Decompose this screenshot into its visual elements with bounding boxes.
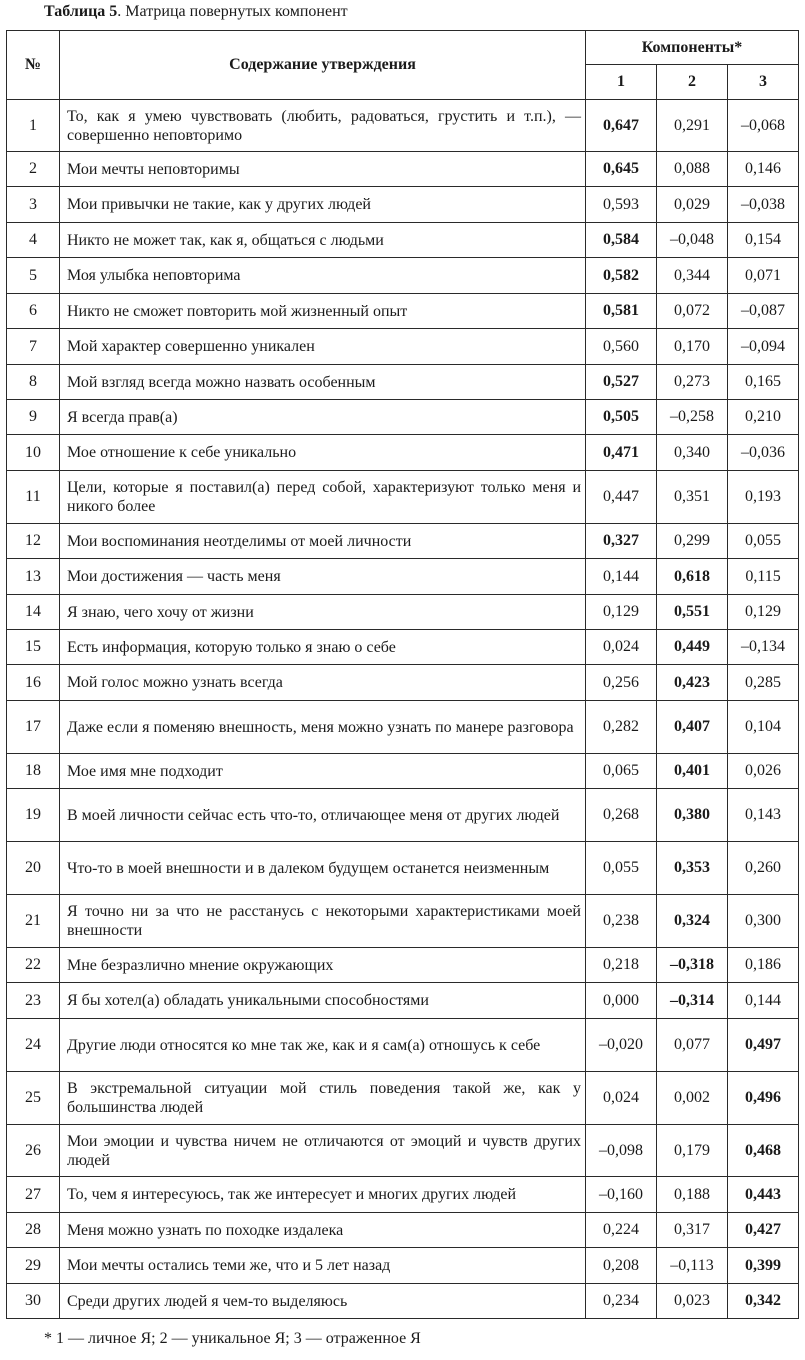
loading-value-component-2: 0,407 (657, 701, 728, 754)
loading-value-component-3: –0,038 (728, 187, 799, 223)
table-row (7, 895, 799, 948)
loading-value-component-3: 0,468 (728, 1125, 799, 1177)
loading-value-component-2: 0,077 (657, 1019, 728, 1072)
statement-text: Что-то в моей внешности и в далеком будущем останется неизменным (60, 842, 586, 895)
table-row (7, 329, 799, 365)
table-row (7, 1248, 799, 1284)
column-header-statement: Содержание утверждения (60, 31, 586, 100)
table-caption (44, 1, 348, 23)
statement-text: Мое отношение к себе уникально (60, 435, 586, 471)
loading-value-component-3: 0,154 (728, 223, 799, 258)
statement-text: Мой характер совершенно уникален (60, 329, 586, 365)
statement-text: Мое имя мне подходит (60, 754, 586, 789)
caption-label: Таблица 5 (44, 3, 118, 20)
row-number: 21 (7, 895, 60, 948)
loading-value-component-1: 0,024 (586, 1072, 657, 1125)
loading-value-component-3: 0,300 (728, 895, 799, 948)
loading-value-component-2: –0,258 (657, 400, 728, 435)
caption-text: . Матрица повернутых компонент (117, 3, 348, 20)
loading-value-component-3: 0,055 (728, 524, 799, 559)
row-number: 18 (7, 754, 60, 789)
statement-text: Цели, которые я поставил(а) перед собой, характеризуют только меня и никого более (60, 471, 586, 524)
statement-text: Мои мечты неповторимы (60, 152, 586, 187)
loading-value-component-2: 0,002 (657, 1072, 728, 1125)
row-number: 12 (7, 524, 60, 559)
table-body (7, 100, 799, 1319)
table-row (7, 1125, 799, 1177)
statement-text: Другие люди относятся ко мне так же, как и я сам(а) отношусь к себе (60, 1019, 586, 1072)
loading-value-component-3: –0,134 (728, 630, 799, 665)
loading-value-component-2: 0,351 (657, 471, 728, 524)
loading-value-component-2: 0,179 (657, 1125, 728, 1177)
table-row (7, 1177, 799, 1213)
loading-value-component-2: –0,314 (657, 983, 728, 1019)
table-row (7, 435, 799, 471)
loading-value-component-2: 0,273 (657, 365, 728, 400)
statement-text: В моей личности сейчас есть что-то, отличающее меня от других людей (60, 789, 586, 842)
table-row (7, 701, 799, 754)
table-row (7, 1284, 799, 1319)
loading-value-component-1: 0,560 (586, 329, 657, 365)
loading-value-component-2: 0,088 (657, 152, 728, 187)
loading-value-component-3: 0,129 (728, 595, 799, 630)
column-header-components: Компоненты* (586, 31, 799, 65)
row-number: 22 (7, 948, 60, 983)
loading-value-component-1: 0,256 (586, 665, 657, 701)
table-row (7, 842, 799, 895)
loading-value-component-3: 0,026 (728, 754, 799, 789)
table-row (7, 665, 799, 701)
column-header-number: № (7, 31, 60, 100)
column-header-component-2: 2 (657, 65, 728, 100)
row-number: 25 (7, 1072, 60, 1125)
row-number: 14 (7, 595, 60, 630)
statement-text: Мои воспоминания неотделимы от моей личности (60, 524, 586, 559)
loading-value-component-2: 0,029 (657, 187, 728, 223)
column-header-component-1: 1 (586, 65, 657, 100)
table-row (7, 948, 799, 983)
loading-value-component-3: –0,094 (728, 329, 799, 365)
column-header-component-3: 3 (728, 65, 799, 100)
row-number: 4 (7, 223, 60, 258)
table-row (7, 400, 799, 435)
table-row (7, 471, 799, 524)
row-number: 9 (7, 400, 60, 435)
table-row (7, 559, 799, 595)
loading-value-component-3: –0,036 (728, 435, 799, 471)
loading-value-component-1: 0,647 (586, 100, 657, 152)
table-row (7, 789, 799, 842)
row-number: 8 (7, 365, 60, 400)
row-number: 24 (7, 1019, 60, 1072)
rotated-components-matrix-table (6, 30, 799, 1319)
table-row (7, 595, 799, 630)
statement-text: Я бы хотел(а) обладать уникальными способностями (60, 983, 586, 1019)
loading-value-component-1: 0,234 (586, 1284, 657, 1319)
statement-text: Мои мечты остались теми же, что и 5 лет назад (60, 1248, 586, 1284)
table-row (7, 524, 799, 559)
loading-value-component-2: 0,299 (657, 524, 728, 559)
loading-value-component-3: 0,342 (728, 1284, 799, 1319)
loading-value-component-2: –0,318 (657, 948, 728, 983)
row-number: 17 (7, 701, 60, 754)
loading-value-component-3: 0,497 (728, 1019, 799, 1072)
statement-text: Мои достижения — часть меня (60, 559, 586, 595)
loading-value-component-2: 0,449 (657, 630, 728, 665)
statement-text: Мой голос можно узнать всегда (60, 665, 586, 701)
loading-value-component-3: 0,186 (728, 948, 799, 983)
loading-value-component-3: –0,068 (728, 100, 799, 152)
loading-value-component-2: 0,291 (657, 100, 728, 152)
table-row (7, 187, 799, 223)
loading-value-component-2: 0,340 (657, 435, 728, 471)
row-number: 30 (7, 1284, 60, 1319)
loading-value-component-3: 0,071 (728, 258, 799, 294)
row-number: 7 (7, 329, 60, 365)
row-number: 26 (7, 1125, 60, 1177)
loading-value-component-1: 0,471 (586, 435, 657, 471)
loading-value-component-2: 0,188 (657, 1177, 728, 1213)
row-number: 15 (7, 630, 60, 665)
loading-value-component-1: 0,055 (586, 842, 657, 895)
row-number: 28 (7, 1213, 60, 1248)
loading-value-component-1: 0,527 (586, 365, 657, 400)
statement-text: В экстремальной ситуации мой стиль поведения такой же, как у большинства людей (60, 1072, 586, 1125)
loading-value-component-1: 0,144 (586, 559, 657, 595)
loading-value-component-3: 0,165 (728, 365, 799, 400)
row-number: 3 (7, 187, 60, 223)
statement-text: Меня можно узнать по походке издалека (60, 1213, 586, 1248)
loading-value-component-3: 0,496 (728, 1072, 799, 1125)
loading-value-component-1: 0,584 (586, 223, 657, 258)
loading-value-component-2: 0,072 (657, 294, 728, 329)
table-row (7, 294, 799, 329)
statement-text: Мои привычки не такие, как у других людей (60, 187, 586, 223)
loading-value-component-3: 0,427 (728, 1213, 799, 1248)
statement-text: Даже если я поменяю внешность, меня можно узнать по манере разговора (60, 701, 586, 754)
statement-text: Никто не сможет повторить мой жизненный опыт (60, 294, 586, 329)
loading-value-component-2: 0,353 (657, 842, 728, 895)
statement-text: Мне безразлично мнение окружающих (60, 948, 586, 983)
loading-value-component-2: –0,113 (657, 1248, 728, 1284)
loading-value-component-1: 0,238 (586, 895, 657, 948)
loading-value-component-3: 0,285 (728, 665, 799, 701)
statement-text: Я всегда прав(а) (60, 400, 586, 435)
loading-value-component-1: 0,505 (586, 400, 657, 435)
loading-value-component-1: 0,582 (586, 258, 657, 294)
loading-value-component-2: 0,170 (657, 329, 728, 365)
loading-value-component-1: 0,218 (586, 948, 657, 983)
table-row (7, 223, 799, 258)
loading-value-component-3: 0,146 (728, 152, 799, 187)
loading-value-component-1: 0,581 (586, 294, 657, 329)
loading-value-component-1: 0,129 (586, 595, 657, 630)
loading-value-component-2: 0,324 (657, 895, 728, 948)
loading-value-component-3: 0,144 (728, 983, 799, 1019)
statement-text: Я знаю, чего хочу от жизни (60, 595, 586, 630)
statement-text: Мои эмоции и чувства ничем не отличаются от эмоций и чувств других людей (60, 1125, 586, 1177)
table-row (7, 754, 799, 789)
loading-value-component-1: 0,645 (586, 152, 657, 187)
row-number: 27 (7, 1177, 60, 1213)
row-number: 2 (7, 152, 60, 187)
statement-text: То, чем я интересуюсь, так же интересует и многих других людей (60, 1177, 586, 1213)
row-number: 10 (7, 435, 60, 471)
row-number: 20 (7, 842, 60, 895)
loading-value-component-2: –0,048 (657, 223, 728, 258)
loading-value-component-3: 0,104 (728, 701, 799, 754)
statement-text: Никто не может так, как я, общаться с людьми (60, 223, 586, 258)
loading-value-component-1: 0,208 (586, 1248, 657, 1284)
table-row (7, 365, 799, 400)
loading-value-component-3: 0,399 (728, 1248, 799, 1284)
loading-value-component-1: –0,160 (586, 1177, 657, 1213)
loading-value-component-1: 0,065 (586, 754, 657, 789)
row-number: 1 (7, 100, 60, 152)
loading-value-component-2: 0,344 (657, 258, 728, 294)
loading-value-component-1: 0,447 (586, 471, 657, 524)
loading-value-component-1: 0,268 (586, 789, 657, 842)
table-row (7, 1213, 799, 1248)
row-number: 13 (7, 559, 60, 595)
statement-text: То, как я умею чувствовать (любить, радоваться, грустить и т.п.), — совершенно неповторимо (60, 100, 586, 152)
loading-value-component-1: 0,024 (586, 630, 657, 665)
loading-value-component-2: 0,380 (657, 789, 728, 842)
loading-value-component-2: 0,023 (657, 1284, 728, 1319)
row-number: 11 (7, 471, 60, 524)
loading-value-component-1: –0,098 (586, 1125, 657, 1177)
table-row (7, 100, 799, 152)
table-row (7, 983, 799, 1019)
loading-value-component-3: 0,193 (728, 471, 799, 524)
row-number: 29 (7, 1248, 60, 1284)
loading-value-component-3: 0,143 (728, 789, 799, 842)
loading-value-component-1: 0,224 (586, 1213, 657, 1248)
row-number: 16 (7, 665, 60, 701)
loading-value-component-3: –0,087 (728, 294, 799, 329)
statement-text: Мой взгляд всегда можно назвать особенным (60, 365, 586, 400)
table-row (7, 630, 799, 665)
loading-value-component-1: 0,000 (586, 983, 657, 1019)
table-row (7, 1072, 799, 1125)
loading-value-component-2: 0,317 (657, 1213, 728, 1248)
loading-value-component-2: 0,618 (657, 559, 728, 595)
loading-value-component-3: 0,443 (728, 1177, 799, 1213)
loading-value-component-2: 0,401 (657, 754, 728, 789)
table-row (7, 152, 799, 187)
row-number: 6 (7, 294, 60, 329)
row-number: 23 (7, 983, 60, 1019)
loading-value-component-1: 0,327 (586, 524, 657, 559)
loading-value-component-3: 0,115 (728, 559, 799, 595)
row-number: 5 (7, 258, 60, 294)
statement-text: Я точно ни за что не расстанусь с некоторыми характеристиками моей внешности (60, 895, 586, 948)
table-row (7, 258, 799, 294)
statement-text: Есть информация, которую только я знаю о себе (60, 630, 586, 665)
statement-text: Моя улыбка неповторима (60, 258, 586, 294)
loading-value-component-1: 0,593 (586, 187, 657, 223)
loading-value-component-3: 0,210 (728, 400, 799, 435)
row-number: 19 (7, 789, 60, 842)
table-row (7, 1019, 799, 1072)
loading-value-component-2: 0,551 (657, 595, 728, 630)
loading-value-component-1: –0,020 (586, 1019, 657, 1072)
loading-value-component-1: 0,282 (586, 701, 657, 754)
statement-text: Среди других людей я чем-то выделяюсь (60, 1284, 586, 1319)
table-footnote: * 1 — личное Я; 2 — уникальное Я; 3 — отраженное Я (44, 1330, 421, 1347)
loading-value-component-2: 0,423 (657, 665, 728, 701)
loading-value-component-3: 0,260 (728, 842, 799, 895)
